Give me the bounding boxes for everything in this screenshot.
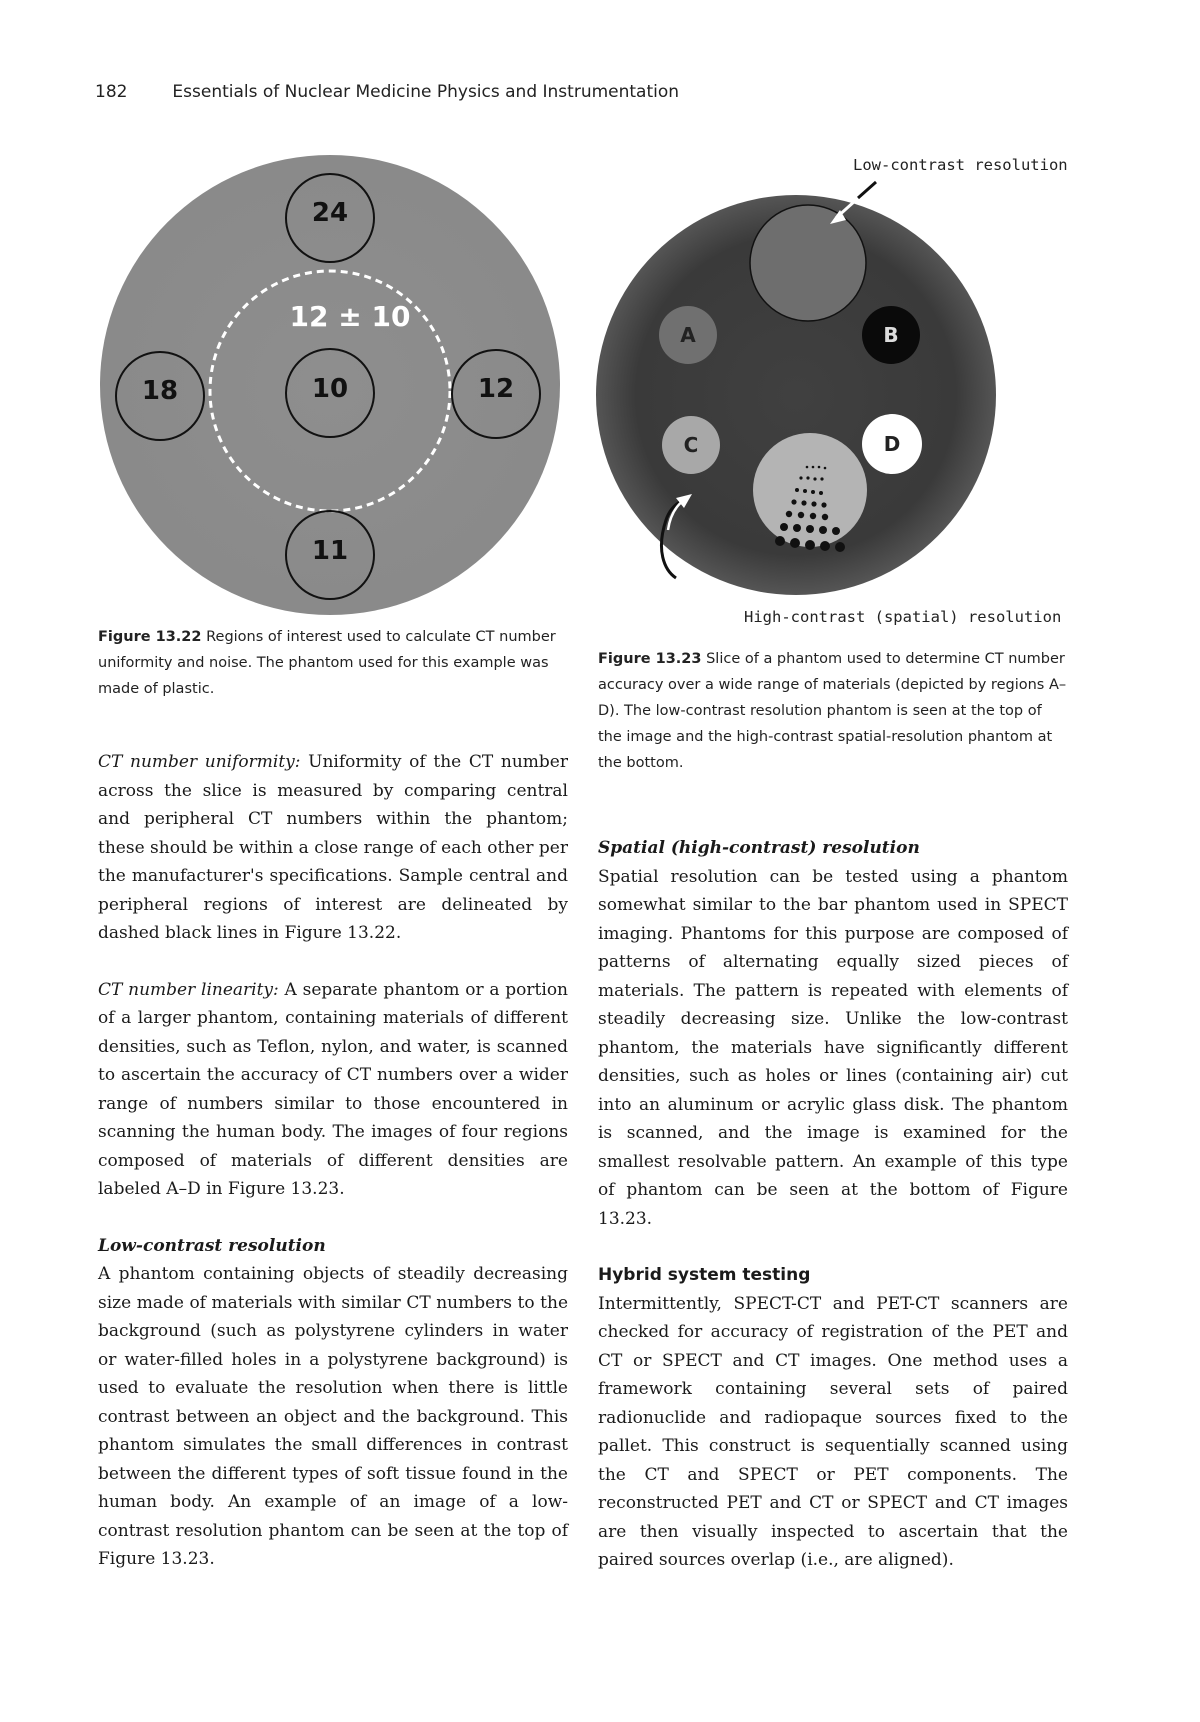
roi-summary-label: 12 ± 10 <box>289 300 411 333</box>
paragraph-hybrid: Intermittently, SPECT-CT and PET-CT scanners are checked for accuracy of registration of the PET and CT or SPECT and CT images. One method uses a framework containing several sets of paired radionuclide and radiopaque sources fixed to the pallet. This construct is sequentially scanned using the CT and SPECT or PET components. The reconstructed PET and CT or SPECT and CT images are then visually inspected to ascertain that the paired sources overlap (i.e., are aligned). <box>598 1293 1068 1570</box>
running-title: Essentials of Nuclear Medicine Physics and Instrumentation <box>172 82 680 102</box>
figure-13-22-caption <box>98 624 568 702</box>
caption-text: Slice of a phantom used to determine CT number accuracy over a wide range of materials (depicted by regions A–D). The low-contrast resolution phantom is seen at the top of the image and the high-contrast spatial-resolution phantom at the bottom. <box>598 651 1067 771</box>
annotation-high-contrast: High-contrast (spatial) resolution <box>744 608 1062 626</box>
caption-text: Regions of interest used to calculate CT number uniformity and noise. The phantom used for this example was made of plastic. <box>98 629 556 697</box>
figure-13-23-caption <box>598 646 1068 776</box>
right-column <box>598 834 1068 1575</box>
left-column <box>98 748 568 1574</box>
term-uniformity: CT number uniformity: <box>98 752 301 772</box>
roi-label-left: 18 <box>141 376 179 406</box>
caption-label: Figure 13.23 <box>598 651 702 667</box>
figure-13-23-image <box>596 150 1066 620</box>
paragraph-linearity <box>98 976 568 1204</box>
text-uniformity: Uniformity of the CT number across the slice is measured by comparing central and peripheral CT numbers within the phantom; these should be within a close range of each other per the manufacturer's specifications. Sample central and peripheral regions of interest are delineated by dashed black lines in Figure 13.22. <box>98 752 568 943</box>
heading-spatial: Spatial (high-contrast) resolution <box>598 838 920 858</box>
paragraph-low-contrast: A phantom containing objects of steadily decreasing size made of materials with similar CT numbers to the background (such as polystyrene cylinders in water or water-filled holes in a polystyrene background) is used to evaluate the resolution when there is little contrast between an object and the background. This phantom simulates the small differences in contrast between the different types of soft tissue found in the human body. An example of an image of a low-contrast resolution phantom can be seen at the top of Figure 13.23. <box>98 1264 568 1569</box>
heading-hybrid: Hybrid system testing <box>598 1265 811 1285</box>
paragraph-spatial: Spatial resolution can be tested using a phantom somewhat similar to the bar phantom used in SPECT imaging. Phantoms for this purpose are composed of patterns of alternating equally sized pieces of materials. The pattern is repeated with elements of steadily decreasing size. Unlike the low-contrast phantom, the materials have significantly different densities, such as holes or lines (containing air) cut into an aluminum or acrylic glass disk. The phantom is scanned, and the image is examined for the smallest resolvable pattern. An example of this type of phantom can be seen at the bottom of Figure 13.23. <box>598 866 1068 1229</box>
heading-low-contrast: Low-contrast resolution <box>98 1235 326 1256</box>
region-label-d: D <box>883 432 901 456</box>
region-label-a: A <box>680 323 696 347</box>
page-number: 182 <box>95 82 128 102</box>
region-label-c: C <box>683 433 699 457</box>
term-linearity: CT number linearity: <box>98 979 279 1000</box>
roi-label-right: 12 <box>477 374 515 404</box>
caption-label: Figure 13.22 <box>98 629 202 645</box>
text-linearity: A separate phantom or a portion of a larger phantom, containing materials of different densities, such as Teflon, nylon, and water, is scanned to ascertain the accuracy of CT numbers over a wider range of numbers similar to those encountered in scanning the human body. The images of four regions composed of materials of different densities are labeled A–D in Figure 13.23. <box>98 979 568 1199</box>
figure-13-22-image <box>100 148 560 618</box>
annotation-low-contrast: Low-contrast resolution <box>853 156 1068 174</box>
roi-label-center: 10 <box>311 374 349 404</box>
running-header <box>95 82 679 102</box>
region-label-b: B <box>883 323 899 347</box>
paragraph-uniformity <box>98 748 568 948</box>
roi-label-bottom: 11 <box>311 536 349 566</box>
roi-label-top: 24 <box>311 198 349 228</box>
